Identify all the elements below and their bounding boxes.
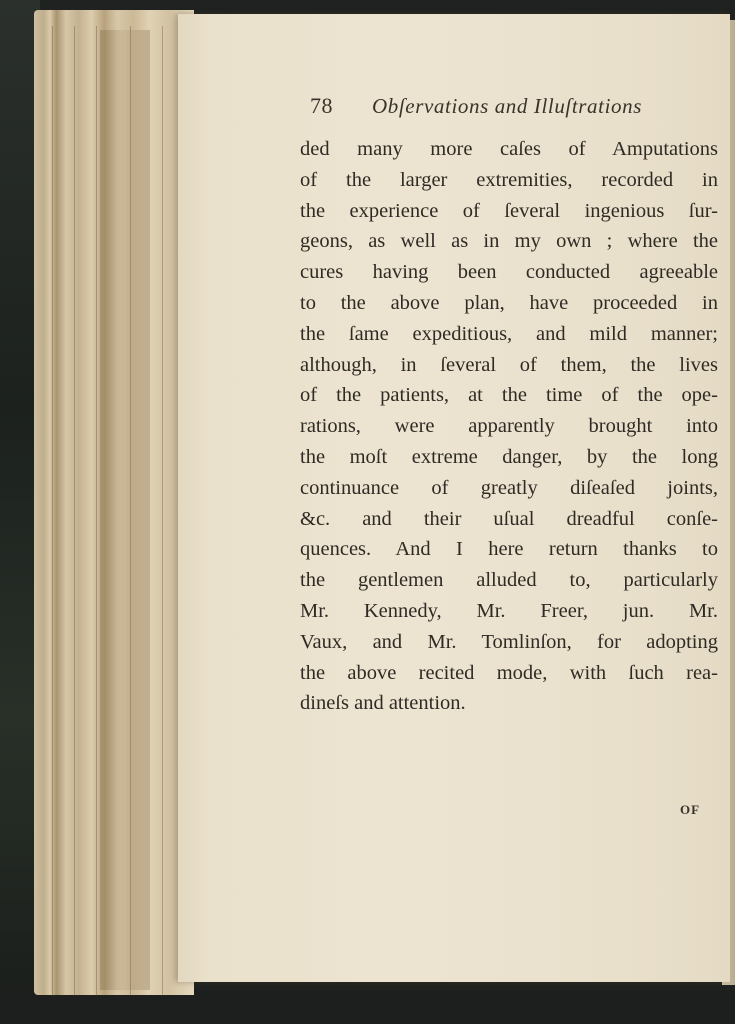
page-edge-line bbox=[96, 26, 97, 996]
body-text bbox=[300, 134, 718, 719]
text-line: rations, were apparently brought into bbox=[300, 415, 718, 438]
catchword: OF bbox=[680, 802, 701, 817]
text-line: the ſame expeditious, and mild manner; bbox=[300, 322, 718, 345]
book-page-edges bbox=[34, 10, 194, 995]
page-edge-line bbox=[52, 26, 53, 996]
text-line: geons, as well as in my own ; where the bbox=[300, 230, 718, 253]
text-line: the gentlemen alluded to, particularly bbox=[300, 569, 718, 592]
text-line: continuance of greatly diſeaſed joints, bbox=[300, 476, 718, 499]
backdrop-bottom bbox=[0, 990, 735, 1024]
text-line: of the larger extremities, recorded in bbox=[300, 168, 718, 191]
text-line: cures having been conducted agreeable bbox=[300, 261, 718, 284]
text-line: the above recited mode, with ſuch rea- bbox=[300, 661, 718, 684]
text-line: the moſt extreme danger, by the long bbox=[300, 445, 718, 468]
text-line: &c. and their uſual dreadful conſe- bbox=[300, 507, 718, 530]
page-edge-line bbox=[130, 26, 131, 996]
text-line: to the above plan, have proceeded in bbox=[300, 291, 718, 314]
running-title: Obſervations and Illuſtrations bbox=[372, 94, 642, 118]
text-line: the experience of ſeveral ingenious ſur- bbox=[300, 199, 718, 222]
text-line: dineſs and attention. bbox=[300, 692, 466, 715]
text-line: quences. And I here return thanks to bbox=[300, 538, 718, 561]
page-header bbox=[310, 92, 700, 122]
text-line: Vaux, and Mr. Tomlinſon, for adopting bbox=[300, 630, 718, 653]
page-edge-line bbox=[162, 26, 163, 996]
text-line: of the patients, at the time of the ope- bbox=[300, 384, 718, 407]
text-line: although, in ſeveral of them, the lives bbox=[300, 353, 718, 376]
page-edge-stain bbox=[100, 30, 150, 990]
text-line: ded many more caſes of Amputations bbox=[300, 138, 718, 160]
page-number: 78 bbox=[310, 93, 333, 118]
page-edge-line bbox=[74, 26, 75, 996]
text-line: Mr. Kennedy, Mr. Freer, jun. Mr. bbox=[300, 599, 718, 622]
